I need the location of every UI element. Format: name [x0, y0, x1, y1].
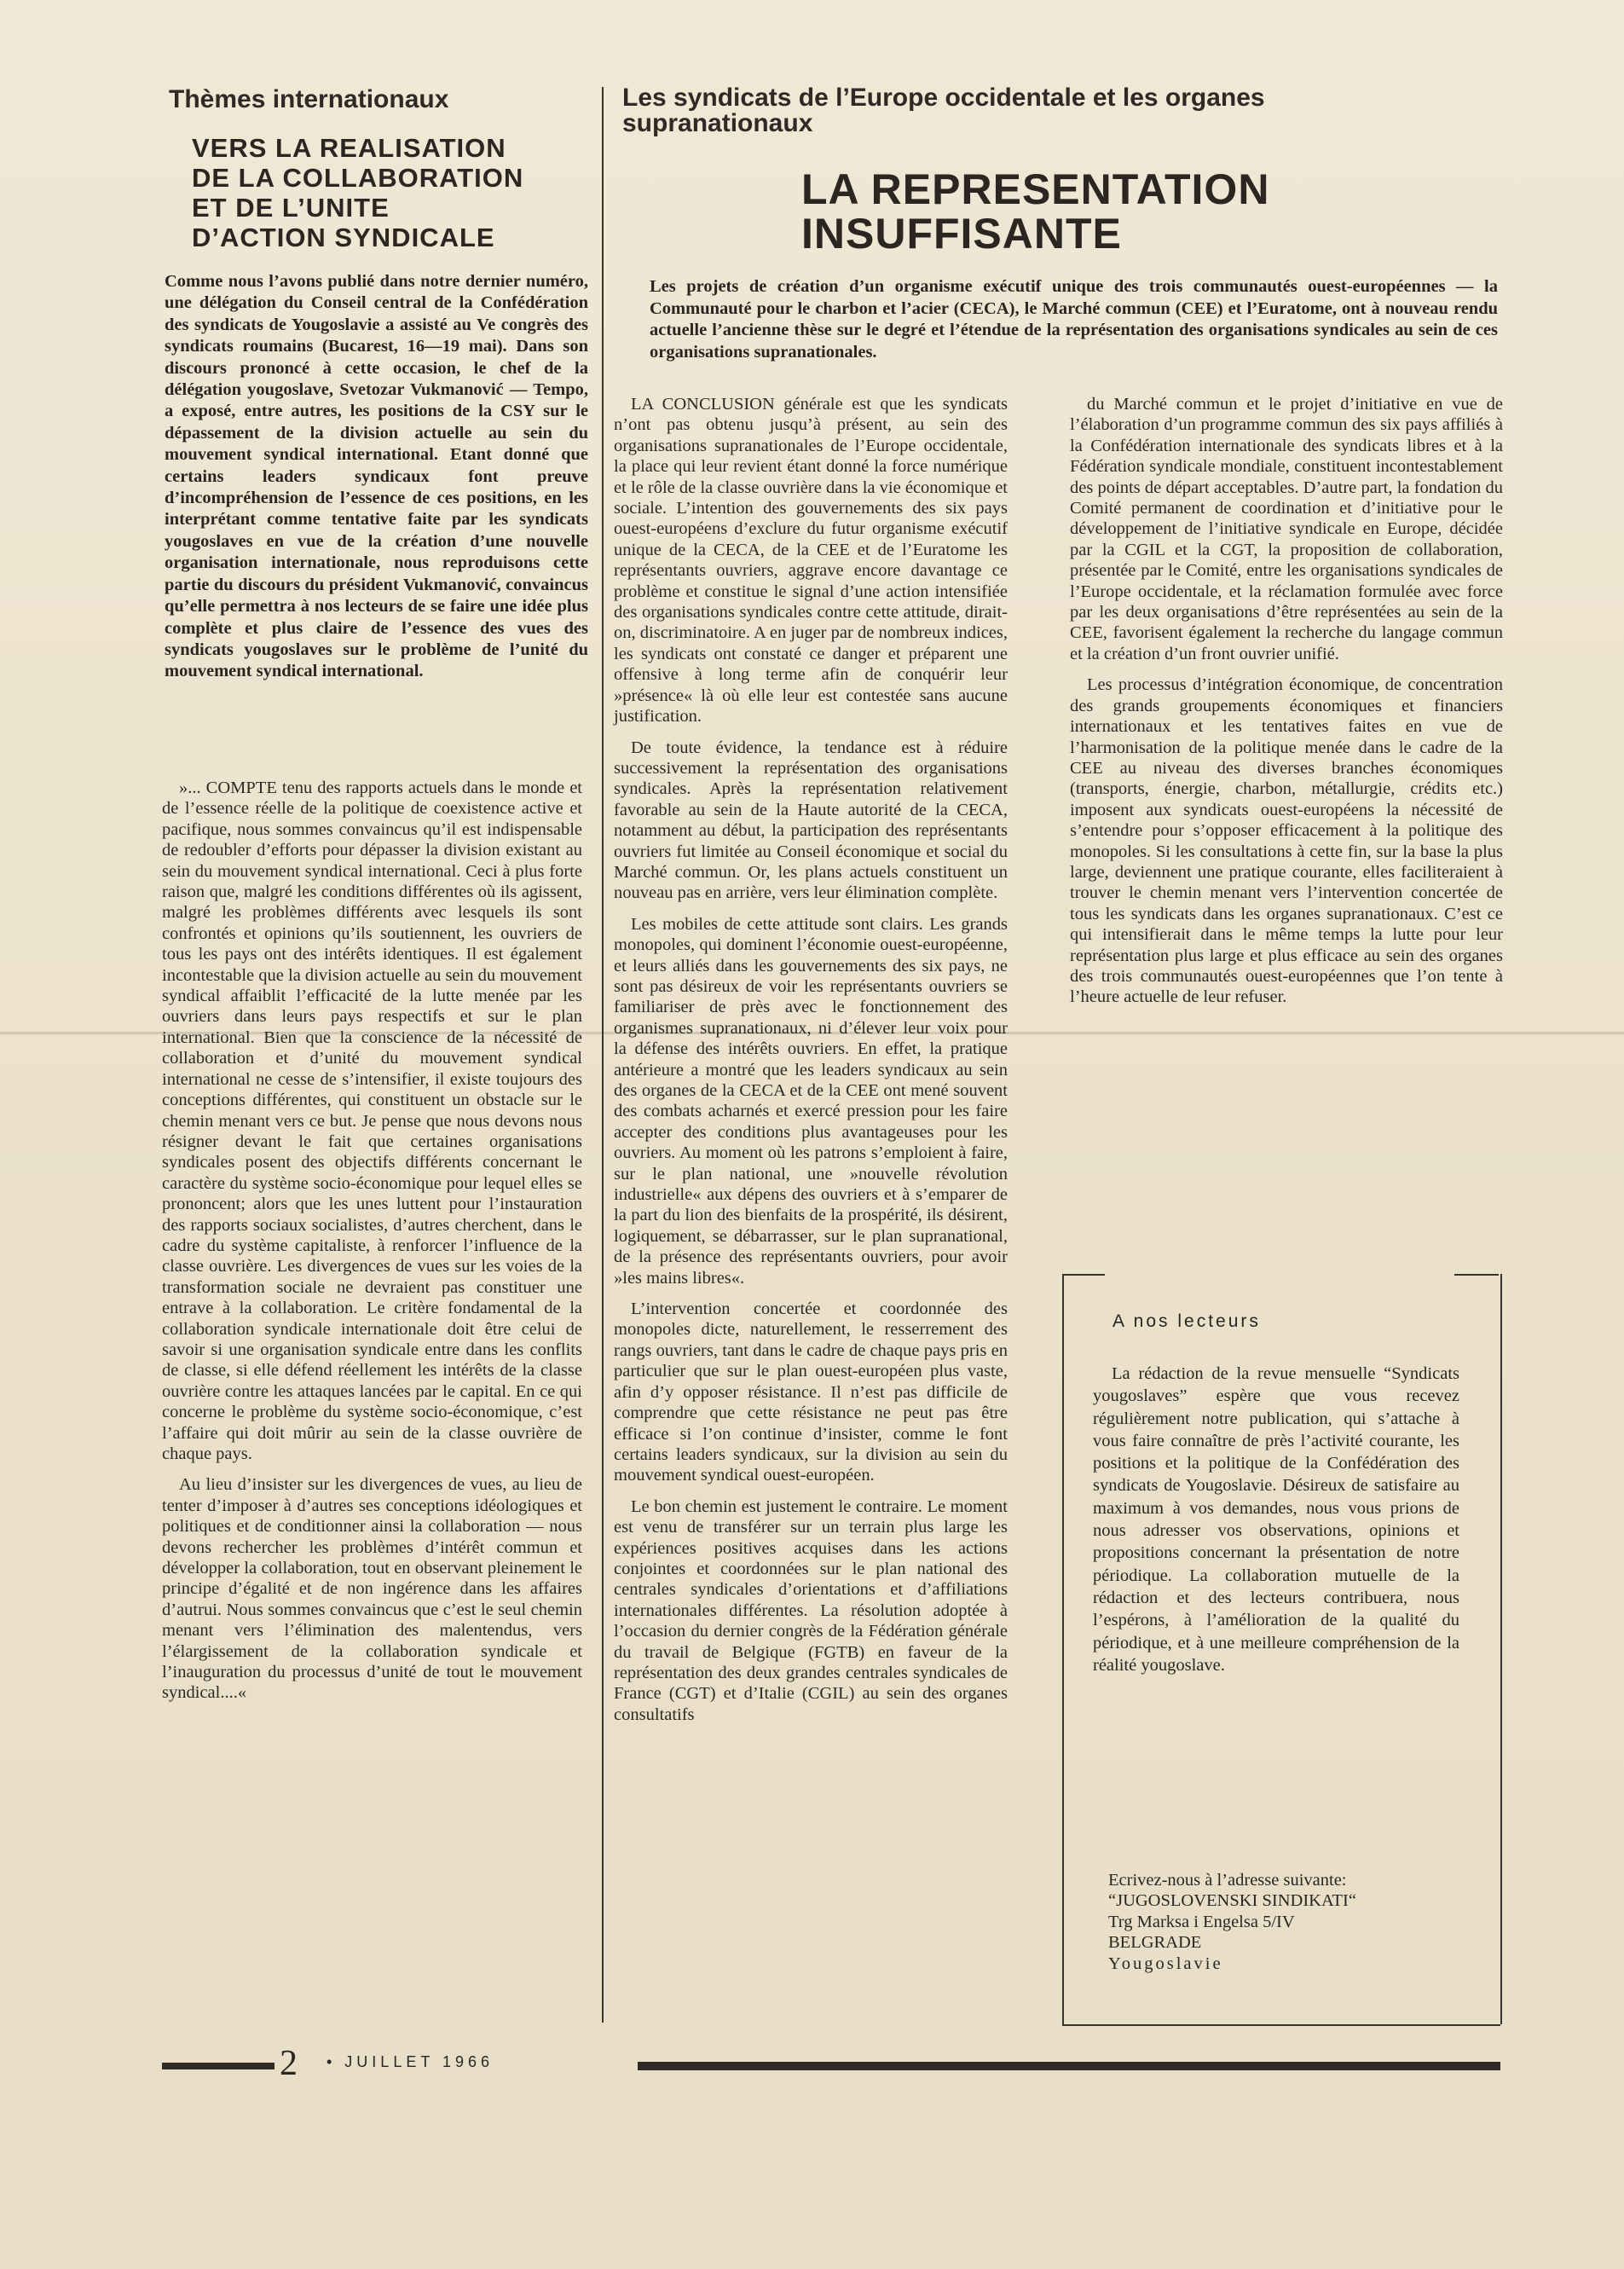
paragraph: Au lieu d’insister sur les divergences de vues, au lieu de tenter d’imposer à d’autres ses conceptions idéologiques et politiques et de conditionner ainsi la collaboration — nous devons rechercher les problèmes d’intérêt commun et développer la collaboration, tout en observant pleinement le principe d’égalité et de non ingérence dans les affaires d’autrui. Nous sommes convaincus que c’est le seul chemin menant vers l’élimination des malentendus, vers l’élargissement de la collaboration syndicale et l’inauguration du processus d’unité de tout le mouvement syndical....« [162, 1475, 582, 1703]
intro-right: Les projets de création d’un organisme exécutif unique des trois communautés ouest-européennes — la Communauté pour le charbon et l’acier (CECA), le Marché commun (CEE) et l’Euratome, ont à nouveau rendu actuelle l’ancienne thèse sur le degré et l’étendue de la représentation des organisations syndicales au sein de ces organisations supranationales. [650, 277, 1498, 362]
page-number: 2 [280, 2044, 298, 2083]
issue-date: • JUILLET 1966 [327, 2053, 494, 2070]
paragraph: »... COMPTE tenu des rapports actuels dans le monde et de l’essence réelle de la politique de coexistence active et pacifique, nous sommes convaincus qu’il est indispensable de redoubler d’efforts pour dépasser la division existant au sein du mouvement syndical international. Ceci à plus forte raison que, malgré les conditions différentes où ils agissent, malgré les problèmes différents avec lesquels ils sont confrontés et opinions qu’ils soutiennent, les ouvriers de tous les pays ont des intérêts identiques. Il est également incontestable que la division actuelle au sein du mouvement syndical affaiblit l’efficacité de la lutte menée par les ouvriers dans leurs pays respectifs et sur le plan international. Bien que la conscience de la nécessité de collaboration et d’unité du mouvement syndical international ne cesse de s’intensifier, il existe toujours des conceptions différentes, qui constituent un obstacle sur le chemin menant vers ce but. Je pense que nous devons nous résigner devant le fait que certaines organisations syndicales posent des objectifs différents concernant le caractère du système socio-économique pour lequel elles se prononcent; alors que les unes luttent pour l’instauration des rapports sociaux socialistes, d’autres cherchent, dans le cadre du système capitaliste, à renforcer l’influence de la classe ouvrière. Les divergences de vues sur les voies de la transformation sociale ne devraient pas constituer une entrave à la collaboration. Le critère fondamental de la collaboration syndicale internationale doit être celui de savoir si une organisation syndicale entre dans les conflits de classe, si elle défend réellement les intérêts de la classe ouvrière contre les attaques lancées par le capital. En ce qui concerne le problème du système socio-économique, c’est l’affaire qui doit mûrir au sein de la classe ouvrière de chaque pays. [162, 779, 583, 1463]
article-right-column-2 [1070, 394, 1503, 1018]
paragraph: La rédaction de la revue mensuelle “Syndicats yougoslaves” espère que vous recevez régulièrement notre publication, qui s’attache à vous faire connaître de près l’activité courante, les positions et la politique de la Confédération des syndicats de Yougoslavie. Désireux de satisfaire au maximum à vos demandes, nous vous prions de nous adresser vos observations, opinions et propositions concernant la présentation de notre périodique. La collaboration mutuelle de la rédaction et des lecteurs contribuera, nous l’espérons, à l’amélioration de la qualité du périodique, et à une meilleure compréhension de la réalité yougoslave. [1093, 1364, 1459, 1675]
article-left-body [162, 778, 582, 1714]
article-right-column-1 [614, 394, 1008, 1735]
headline-left-line: D’ACTION SYNDICALE [192, 223, 495, 252]
paragraph: L’intervention concertée et coordonnée des monopoles dicte, naturellement, le resserrement des rangs ouvriers, tant dans le cadre de chaque pays pris en particulier que sur le plan ouest-européen plus vaste, afin d’y opposer résistance. Il n’est pas difficile de comprendre que cette résistance ne peut pas être efficace si l’on continue d’insister, comme le font certains leaders syndicaux, sur la division au sein du mouvement syndical ouest-européen. [614, 1299, 1008, 1485]
readers-notice-text [1093, 1363, 1459, 1676]
footer-rule-left [162, 2063, 275, 2069]
paragraph: Les mobiles de cette attitude sont clairs. Les grands monopoles, qui dominent l’économie ouest-européenne, et leurs alliés dans les gouvernements des six pays, ne sont pas désireux de voir les représentants ouvriers se familiariser de près avec le fonctionnement des organismes supranationaux, ni d’élever leur voix pour la défense des intérêts ouvriers. En effet, la pratique antérieure a montré que les leaders syndicaux au sein des organes de la CECA et de la CEE ont mené souvent des combats acharnés et exercé pression pour les faire accepter des conditions plus avantageuses pour les ouvriers. Au moment où les patrons s’emploient à faire, sur le plan national, une »nouvelle révolution industrielle« aux dépens des ouvriers et à s’emparer de la part du lion des bienfaits de la prospérité, ils désirent, logiquement, se débarrasser, sur le plan supranational, de la présence des représentants ouvriers, pour avoir »les mains libres«. [614, 914, 1008, 1288]
headline-right-line: INSUFFISANTE [801, 210, 1122, 258]
box-border-top [1454, 1274, 1499, 1276]
box-border-bottom [1062, 2024, 1500, 2026]
readers-notice-title: A nos lecteurs [1113, 1311, 1261, 1331]
headline-right-line: LA REPRESENTATION [801, 165, 1270, 213]
paragraph: du Marché commun et le projet d’initiative en vue de l’élaboration d’un programme commun des six pays affiliés à la Confédération internationale des syndicats libres et à la Fédération syndicale mondiale, constituent incontestablement des points de départ acceptables. D’autre part, la fondation du Comité permanent de coordination et d’initiative pour le développement de l’initiative syndicale en Europe, décidée par la CGIL et la CGT, la proposition de collaboration, présentée par le Comité, entre les organisations syndicales de l’Europe occidentale, et la réclamation formulée avec force par les deux organisations d’être représentées au sein de la CEE, favorisent également la recherche du langage commun et la création d’un front ouvrier unifié. [1070, 395, 1503, 663]
headline-right [801, 167, 1398, 256]
box-border-top [1062, 1274, 1105, 1276]
headline-left [192, 133, 575, 252]
paragraph: Le bon chemin est justement le contraire. Le moment est venu de transférer sur un terrain plus large les expériences positives acquises dans les actions conjointes et coordonnées sur le plan national des centrales syndicales d’orientations et d’affiliations internationales différentes. La résolution adoptée à l’occasion du dernier congrès de la Fédération générale du travail de Belgique (FGTB) en faveur de la représentation des deux grandes centrales syndicales de France (CGT) et d’Italie (CGIL) au sein des organes consultatifs [614, 1496, 1008, 1724]
postal-address [1108, 1870, 1483, 1974]
headline-left-line: DE LA COLLABORATION [192, 163, 524, 193]
headline-left-line: VERS LA REALISATION [192, 133, 506, 163]
paragraph: Les processus d’intégration économique, de concentration des grands groupements économiques et financiers internationaux et les tentatives faites en vue de l’harmonisation de la politique menée dans le cadre de la CEE au niveau des diverses branches économiques (transports, énergie, charbon, métallurgie, crédits etc.) imposent aux syndicats ouest-européens la nécessité de s’entendre pour s’opposer efficacement à la politique des monopoles. Si les consultations à cette fin, sur la base la plus large, deviennent une pratique courante, elles faciliteraient à trouver le chemin menant vers l’intervention concertée de tous les syndicats dans les organes supranationaux. C’est ce qui intensifierait dans le même temps la lutte pour leur représentation plus large et plus efficace au sein des organes des trois communautés ouest-européennes que l’on tente à l’heure actuelle de leur refuser. [1070, 675, 1503, 1007]
address-line: “JUGOSLOVENSKI SINDIKATI“ [1108, 1891, 1356, 1911]
address-line: BELGRADE [1108, 1933, 1202, 1953]
intro-left: Comme nous l’avons publié dans notre dernier numéro, une délégation du Conseil central de la Confédération des syndicats de Yougoslavie a assisté au Ve congrès des syndicats roumains (Bucarest, 16—19 mai). Dans son discours prononcé à cette occasion, le chef de la délégation yougoslave, Svetozar Vukmanović — Tempo, a exposé, entre autres, les positions de la CSY sur le dépassement de la division actuelle au sein du mouvement syndical international. Etant donné que certains leaders syndicaux font preuve d’incompréhension de l’essence de ces positions, en les interprétant comme tentative faite par les syndicats yougoslaves en vue de la création d’une nouvelle organisation internationale, nous reproduisons cette partie du discours du président Vukmanović, convaincus qu’elle permettra à nos lecteurs de se faire une idée plus complète et plus claire de l’essence des vues des syndicats yougoslaves sur le problème de l’unité du mouvement syndical international. [165, 272, 588, 681]
address-line: Yougoslavie [1108, 1954, 1223, 1973]
footer-rule-right [638, 2062, 1500, 2070]
address-line: Ecrivez-nous à l’adresse suivante: [1108, 1871, 1347, 1890]
paragraph: LA CONCLUSION générale est que les syndicats n’ont pas obtenu jusqu’à présent, au sein des organisations supranationales de l’Europe occidentale, la place qui leur revient étant donné la force numérique et le rôle de la classe ouvrière dans la vie économique et sociale. L’intention des gouvernements des six pays ouest-européens d’exclure du futur organisme exécutif unique de la CECA, de la CEE et de l’Euratome les représentants ouvriers, aggrave encore davantage ce problème et constitue le signal d’une action intensifiée des organisations syndicales contre cette attitude, dirait-on, discriminatoire. A en juger par de nombreux indices, les syndicats ont constaté ce danger et préparent une offensive à long terme afin de conquérir leur »présence« là où elle leur est contestée sans aucune justification. [614, 395, 1008, 726]
column-rule [602, 87, 604, 2023]
address-line: Trg Marksa i Engelsa 5/IV [1108, 1912, 1295, 1931]
section-label-left: Thèmes internationaux [169, 85, 449, 113]
section-label-right: Les syndicats de l’Europe occidentale et les organes supranationaux [622, 84, 1265, 137]
paragraph: De toute évidence, la tendance est à réduire successivement la représentation des organisations syndicales. Après la représentation relativement favorable au sein de la Haute autorité de la CECA, notamment au début, la participation des représentants ouvriers fut limitée au Conseil économique et social du Marché commun. Or, les plans actuels constituent un nouveau pas en arrière, vers leur élimination complète. [614, 738, 1008, 903]
headline-left-line: ET DE L’UNITE [192, 193, 390, 223]
